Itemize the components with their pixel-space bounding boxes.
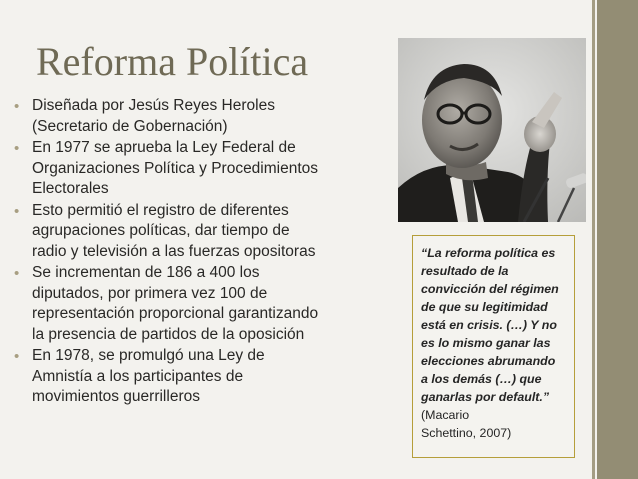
accent-band bbox=[597, 0, 638, 479]
bullet-list bbox=[14, 96, 399, 409]
bullet-icon: • bbox=[14, 265, 20, 282]
list-item bbox=[14, 346, 399, 408]
bullet-icon: • bbox=[14, 202, 20, 220]
quote-citation: (Macario Schettino, 2007) bbox=[421, 408, 512, 440]
accent-line bbox=[592, 0, 595, 479]
quote-box bbox=[412, 235, 575, 458]
bullet-text: En 1978, se promulgó una Ley de Amnistía a los participantes de movimientos guerrilleros bbox=[32, 347, 265, 405]
bullet-icon: • bbox=[14, 98, 20, 115]
bullet-icon: • bbox=[14, 348, 20, 365]
bullet-text: Se incrementan de 186 a 400 los diputados, por primera vez 100 de representación proporcional garantizando la presencia de partidos de la oposición bbox=[32, 264, 319, 343]
slide-title: Reforma Política bbox=[36, 39, 309, 84]
list-item bbox=[14, 96, 399, 137]
portrait-photo bbox=[398, 38, 586, 222]
bullet-text: Esto permitió el registro de diferentes agrupaciones políticas, dar tiempo de radio y televisión a las fuerzas opositoras bbox=[32, 201, 316, 260]
list-item bbox=[14, 201, 399, 263]
bullet-text: Diseñada por Jesús Reyes Heroles (Secretario de Gobernación) bbox=[32, 97, 275, 135]
list-item bbox=[14, 263, 399, 345]
bullet-icon: • bbox=[14, 140, 20, 157]
quote-text: “La reforma política es resultado de la convicción del régimen de que su legitimidad está en crisis. (…) Y no es lo mismo ganar las elecciones abrumando a los demás (…) que ganarlas por default.” bbox=[421, 246, 559, 404]
list-item bbox=[14, 138, 399, 200]
portrait-photo-icon bbox=[398, 38, 586, 222]
bullet-text: En 1977 se aprueba la Ley Federal de Organizaciones Política y Procedimientos Electorales bbox=[32, 139, 319, 197]
